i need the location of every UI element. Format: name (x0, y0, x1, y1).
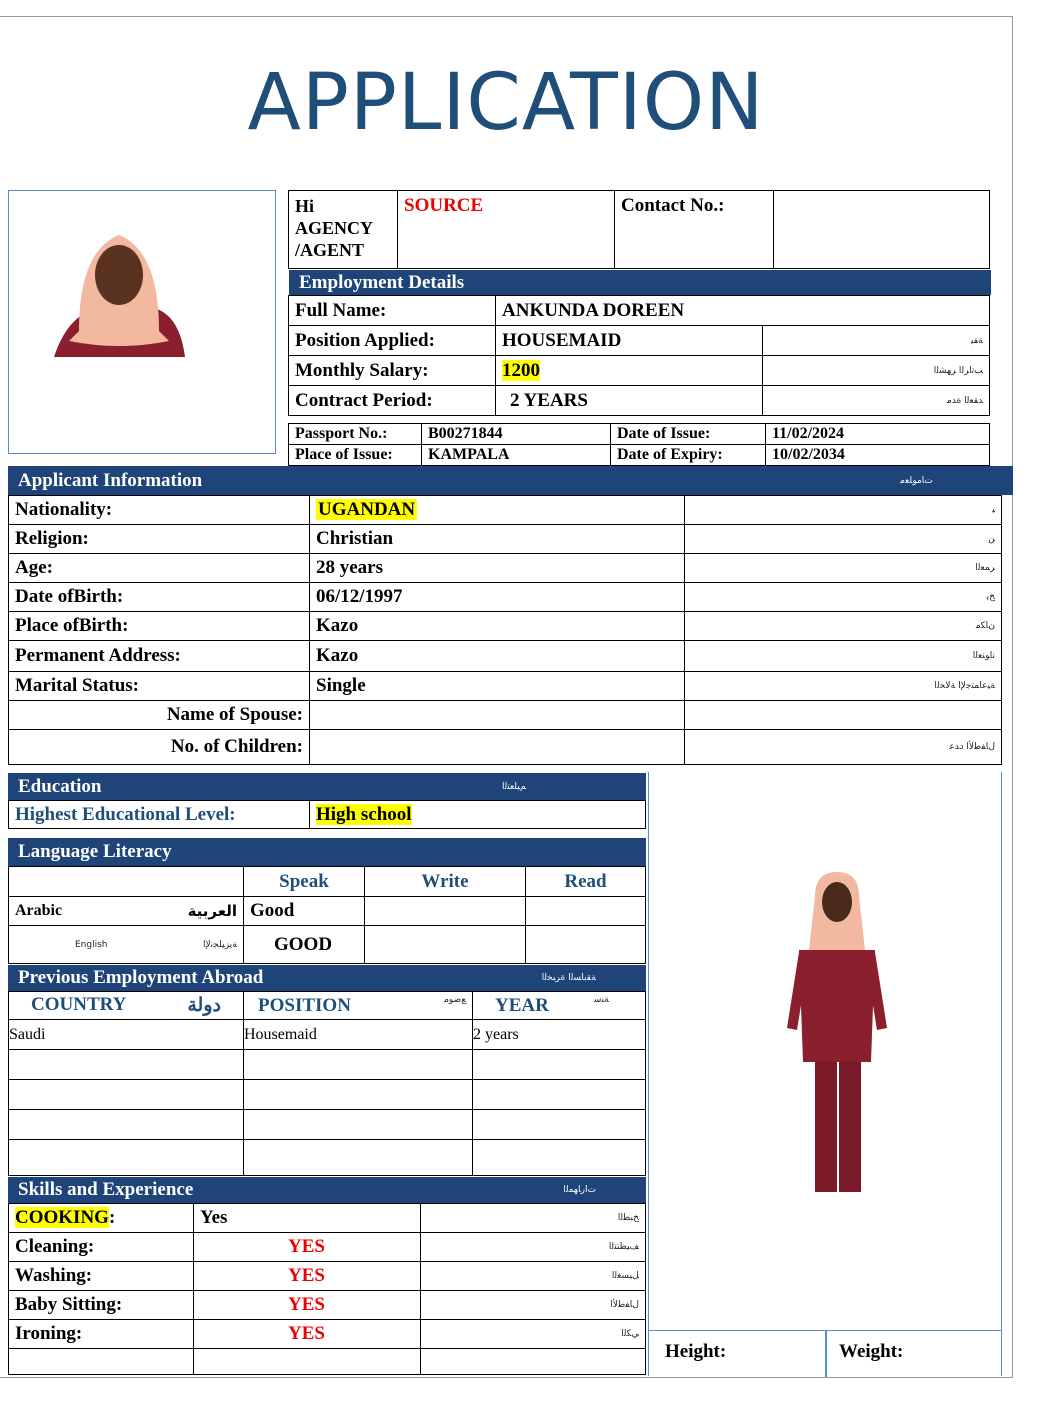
skill-washing-ar: ﻞﻴﺴﻐﻟا (421, 1262, 646, 1291)
prev-country: Saudi (9, 1020, 244, 1050)
label-salary: Monthly Salary: (289, 356, 496, 386)
label-nationality: Nationality: (9, 496, 310, 525)
header-year-ar: ﺔﻨﺳ (593, 994, 609, 1005)
language-section-title: Language Literacy (18, 841, 172, 862)
label-children: No. of Children: (9, 730, 310, 765)
label-dob: Date ofBirth: (9, 583, 310, 612)
prev-position (244, 1080, 473, 1110)
ar-children: ﻝﺎﻔﻃﻷا دﺪﻋ (685, 730, 1002, 765)
skill-cleaning-label: Cleaning: (9, 1233, 194, 1262)
value-nationality: UGANDAN (318, 499, 416, 520)
ar-age: ﺮﻤﻌﻟا (685, 554, 1002, 583)
height-weight-row (649, 1330, 1001, 1376)
language-section-bar (8, 838, 646, 866)
lang-row-english (9, 926, 244, 964)
issue-date: 11/02/2024 (766, 424, 990, 445)
skill-cooking-ar: ﺦﺒﻄﻟا (421, 1204, 646, 1233)
expiry-date: 10/02/2034 (766, 445, 990, 466)
ar-marital: ﺔﻴﻋﺎﻤﺘﺟﻹا ﺔﻟﺎﺤﻟا (685, 672, 1002, 701)
employment-table (288, 295, 990, 416)
skill-cleaning-ar: ﻒﻴﻈﻨﺘﻟا (421, 1233, 646, 1262)
lang-name-english-ar: ﺔﻳﺰﻴﻠﺠﻧﻹا (203, 939, 237, 950)
header-speak: Speak (244, 867, 365, 897)
header-table (288, 190, 990, 269)
value-children (310, 730, 685, 765)
skills-section-title: Skills and Experience (18, 1179, 194, 1200)
label-age: Age: (9, 554, 310, 583)
prev-year: 2 years (473, 1020, 646, 1050)
value-full-name: ANKUNDA DOREEN (496, 296, 990, 326)
lang-name-english: English (75, 939, 108, 950)
prev-position (244, 1050, 473, 1080)
skill-ironing-label: Ironing: (9, 1320, 194, 1349)
skill-blank-value (194, 1349, 421, 1375)
lang-arabic-speak: Good (244, 897, 365, 926)
previous-section-title: Previous Employment Abroad (18, 967, 264, 988)
prev-country (9, 1080, 244, 1110)
contact-value (774, 191, 990, 269)
skill-blank-label (9, 1349, 194, 1375)
value-address: Kazo (310, 641, 685, 672)
expiry-label: Date of Expiry: (611, 445, 766, 466)
skill-washing-label: Washing: (9, 1262, 194, 1291)
place-issue-label: Place of Issue: (289, 445, 422, 466)
height-label: Height: (665, 1341, 727, 1362)
applicant-section-ar: ﺕﺎﻣﻮﻠﻌﻣ (900, 475, 933, 486)
header-read: Read (526, 867, 646, 897)
skill-cooking-value: Yes (194, 1204, 421, 1233)
height-weight-divider (825, 1331, 827, 1377)
label-position: Position Applied: (289, 326, 496, 356)
skill-cooking-label: COOKING (15, 1207, 109, 1228)
ar-contract: ﺪﻘﻌﻟا ﺓﺪﻣ (763, 386, 990, 416)
lang-english-read (526, 926, 646, 964)
value-salary: 1200 (502, 359, 540, 381)
header-country-ar: دولة (187, 995, 221, 1016)
label-address: Permanent Address: (9, 641, 310, 672)
ar-salary: ﺐﺗاﺮﻟا ﺮﻬﺸﻟا (763, 356, 990, 386)
ar-pob: ﻥﺎﻜﻣ (685, 612, 1002, 641)
skill-babysitting-ar: ﻝﺎﻔﻃﻷا (421, 1291, 646, 1320)
previous-section-bar (8, 965, 646, 991)
value-nationality-cell (310, 496, 685, 525)
ar-spouse (685, 701, 1002, 730)
previous-section-ar: ﺔﻘﺑﺎﺴﻟا ﺓﺮﺒﺨﻟا (541, 973, 596, 983)
prev-year (473, 1140, 646, 1176)
place-issue: KAMPALA (422, 445, 611, 466)
skill-ironing-value: YES (194, 1320, 421, 1349)
lang-arabic-read (526, 897, 646, 926)
education-level-value: High school (316, 803, 412, 825)
skill-cooking-cell: COOKING: (9, 1204, 194, 1233)
education-section-title: Education (18, 775, 102, 797)
header-country: COUNTRY (31, 994, 127, 1015)
applicant-table (8, 495, 1002, 765)
language-header-blank (9, 867, 244, 897)
lang-arabic-write (365, 897, 526, 926)
prev-country (9, 1050, 244, 1080)
value-pob: Kazo (310, 612, 685, 641)
prev-year (473, 1050, 646, 1080)
education-section-ar: ﻢﻴﻠﻌﺘﻟا (502, 781, 526, 792)
education-level-cell (310, 801, 646, 829)
header-country-cell (9, 992, 244, 1020)
value-age: 28 years (310, 554, 685, 583)
applicant-section-bar (8, 466, 1013, 495)
label-religion: Religion: (9, 525, 310, 554)
skills-section-ar: ﺕارﺎﻬﻤﻟا (563, 1185, 596, 1195)
value-contract: 2 YEARS (496, 386, 763, 416)
skill-cleaning-value: YES (194, 1233, 421, 1262)
passport-table (288, 423, 990, 466)
ar-religion: ﻦ (685, 525, 1002, 554)
agency-label: Hi AGENCY /AGENT (289, 191, 398, 269)
lang-english-write (365, 926, 526, 964)
skills-table (8, 1203, 646, 1375)
prev-year (473, 1110, 646, 1140)
prev-position: Housemaid (244, 1020, 473, 1050)
value-dob: 06/12/1997 (310, 583, 685, 612)
applicant-section-title: Applicant Information (18, 469, 203, 491)
skill-ironing-ar: ﻲﻜﻟا (421, 1320, 646, 1349)
fullbody-photo-frame (648, 772, 1002, 1376)
header-position-cell (244, 992, 473, 1020)
previous-table (8, 991, 646, 1176)
prev-country (9, 1140, 244, 1176)
employment-section-bar (289, 270, 991, 295)
education-section-bar (8, 773, 646, 800)
header-position-ar: ﻊﺿﻮﻣ (444, 994, 466, 1005)
passport-no: B00271844 (422, 424, 611, 445)
issue-date-label: Date of Issue: (611, 424, 766, 445)
source-label: SOURCE (398, 191, 615, 269)
prev-country (9, 1110, 244, 1140)
prev-position (244, 1140, 473, 1176)
prev-year (473, 1080, 646, 1110)
value-salary-cell (496, 356, 763, 386)
lang-row-arabic (9, 897, 244, 926)
skill-blank-ar (421, 1349, 646, 1375)
ar-position: ﺔﻔﻴ (763, 326, 990, 356)
value-spouse (310, 701, 685, 730)
value-position: HOUSEMAID (496, 326, 763, 356)
lang-name-arabic: Arabic (15, 902, 63, 919)
contact-label: Contact No.: (615, 191, 774, 269)
label-full-name: Full Name: (289, 296, 496, 326)
label-contract: Contract Period: (289, 386, 496, 416)
value-religion: Christian (310, 525, 685, 554)
header-position: POSITION (258, 994, 351, 1016)
label-marital: Marital Status: (9, 672, 310, 701)
language-table (8, 866, 646, 964)
label-pob: Place ofBirth: (9, 612, 310, 641)
fullbody-photo (649, 772, 1001, 1332)
value-marital: Single (310, 672, 685, 701)
skill-babysitting-value: YES (194, 1291, 421, 1320)
lang-name-arabic-ar: العربية (187, 902, 237, 920)
portrait-photo (9, 191, 277, 453)
education-table (8, 800, 646, 829)
ar-nationality: ﻴ (685, 496, 1002, 525)
passport-no-label: Passport No.: (289, 424, 422, 445)
ar-address: ناﻮﻨﻌﻟا (685, 641, 1002, 672)
portrait-photo-frame (8, 190, 276, 454)
skills-section-bar (8, 1177, 646, 1203)
education-level-label: Highest Educational Level: (9, 801, 310, 829)
header-year-cell (473, 992, 646, 1020)
weight-label: Weight: (839, 1341, 904, 1362)
prev-position (244, 1110, 473, 1140)
header-year: YEAR (495, 994, 549, 1016)
page-title: APPLICATION (247, 58, 765, 148)
skill-babysitting-label: Baby Sitting: (9, 1291, 194, 1320)
lang-english-speak: GOOD (244, 926, 365, 964)
header-write: Write (365, 867, 526, 897)
employment-section-title: Employment Details (299, 271, 465, 293)
label-spouse: Name of Spouse: (9, 701, 310, 730)
skill-washing-value: YES (194, 1262, 421, 1291)
ar-dob: ﺦﻳ (685, 583, 1002, 612)
